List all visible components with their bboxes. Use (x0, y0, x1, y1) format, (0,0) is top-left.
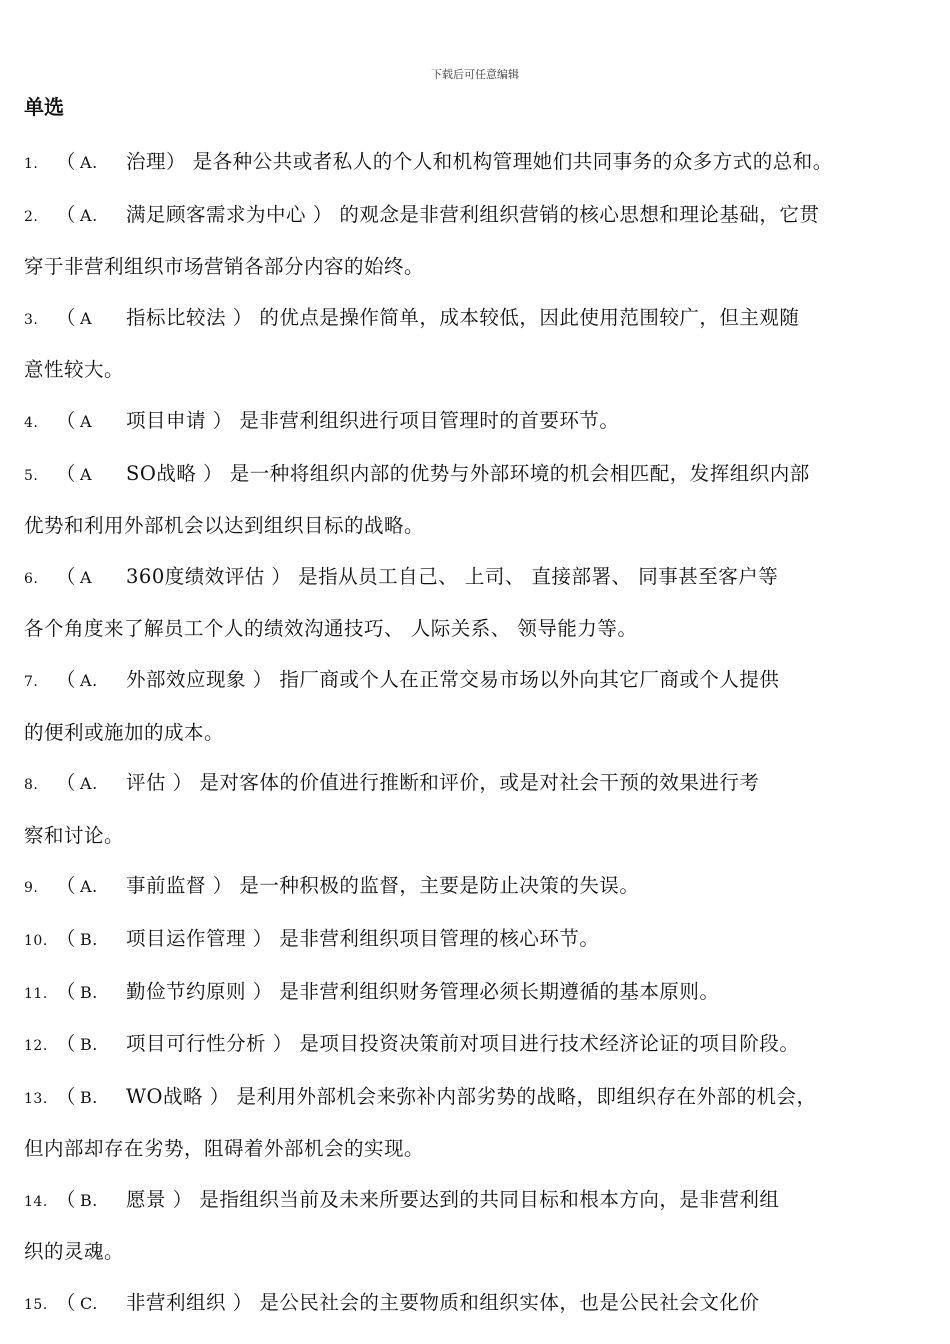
answer-text: 勤俭节约原则 ） (126, 979, 273, 1003)
question-line (24, 449, 936, 502)
question-item (24, 293, 936, 396)
question-number: 14. (24, 1193, 48, 1210)
question-continuation: 织的灵魂。 (24, 1240, 125, 1264)
question-item (24, 1175, 936, 1278)
question-item (24, 1019, 936, 1072)
answer-text: 项目申请 ） (126, 408, 233, 432)
question-continuation: 优势和利用外部机会以达到组织目标的战略。 (24, 514, 425, 538)
question-number: 3. (24, 311, 39, 328)
question-text: 指厂商或个人在正常交易市场以外向其它厂商或个人提供 (279, 667, 780, 691)
question-line (24, 137, 936, 190)
open-paren: （ (56, 150, 77, 173)
question-text: 是利用外部机会来弥补内部劣势的战略，即组织存在外部的机会， (236, 1084, 817, 1108)
answer-text: 愿景 ） (126, 1187, 193, 1211)
open-paren: （ (56, 1084, 77, 1108)
question-continuation: 的便利或施加的成本。 (24, 720, 225, 744)
question-number: 4. (24, 414, 39, 431)
question-line (24, 293, 936, 346)
option-letter: C. (80, 1294, 98, 1314)
option-letter: A (80, 308, 93, 328)
open-paren: （ (56, 667, 77, 691)
question-item (24, 967, 936, 1020)
answer-text: 满足顾客需求为中心 ） (126, 202, 333, 226)
question-number: 15. (24, 1297, 48, 1314)
option-letter: B. (80, 1035, 98, 1055)
question-item (24, 1072, 936, 1175)
question-item (24, 1278, 936, 1331)
question-item (24, 190, 936, 293)
question-line (24, 1278, 936, 1331)
question-line (24, 1175, 936, 1228)
question-text: 是项目投资决策前对项目进行技术经济论证的项目阶段。 (299, 1032, 800, 1056)
open-paren: （ (56, 202, 77, 226)
open-paren: （ (56, 771, 77, 795)
question-continuation: 但内部却存在劣势，阻碍着外部机会的实现。 (24, 1137, 425, 1161)
header-note: 下载后可任意编辑 (431, 68, 519, 81)
question-continuation: 各个角度来了解员工个人的绩效沟通技巧、 人际关系、 领导能力等。 (24, 617, 638, 641)
question-line (24, 758, 936, 811)
answer-text: 360度绩效评估 ） (126, 564, 292, 588)
open-paren: （ (56, 1187, 77, 1211)
question-continuation: 意性较大。 (24, 358, 125, 382)
question-line (24, 861, 936, 914)
question-item (24, 396, 936, 449)
open-paren: （ (56, 564, 77, 588)
option-letter: A (80, 567, 93, 587)
option-letter: B. (80, 982, 98, 1002)
question-text: 是一种积极的监督，主要是防止决策的失误。 (239, 874, 640, 898)
option-letter: B. (80, 929, 98, 949)
question-item (24, 552, 936, 655)
question-item (24, 861, 936, 914)
question-number: 13. (24, 1090, 48, 1107)
option-letter: B. (80, 1087, 98, 1107)
option-letter: A (80, 464, 93, 484)
answer-text: 项目可行性分析 ） (126, 1032, 293, 1056)
question-text: 是公民社会的主要物质和组织实体，也是公民社会文化价 (259, 1291, 760, 1315)
question-text: 是非营利组织财务管理必须长期遵循的基本原则。 (279, 979, 720, 1003)
question-continuation: 穿于非营利组织市场营销各部分内容的始终。 (24, 255, 425, 279)
open-paren: （ (56, 1032, 77, 1056)
option-letter: A (80, 411, 93, 431)
question-line (24, 914, 936, 967)
question-number: 7. (24, 673, 39, 690)
open-paren: （ (56, 926, 77, 950)
answer-text: 事前监督 ） (126, 874, 233, 898)
question-number: 1. (24, 156, 39, 172)
question-text: 是各种公共或者私人的个人和机构管理她们共同事务的众多方式的总和。 (192, 150, 833, 173)
question-number: 6. (24, 570, 39, 587)
question-number: 9. (24, 880, 39, 897)
question-text: 的观念是非营利组织营销的核心思想和理论基础，它贯 (339, 202, 820, 226)
question-item (24, 655, 936, 758)
open-paren: （ (56, 874, 77, 898)
question-item (24, 137, 936, 190)
question-line (24, 655, 936, 708)
question-line (24, 1019, 936, 1072)
question-number: 2. (24, 208, 39, 225)
question-item (24, 914, 936, 967)
question-line (24, 967, 936, 1020)
question-text: 是一种将组织内部的优势与外部环境的机会相匹配，发挥组织内部 (229, 461, 810, 485)
question-number: 8. (24, 777, 39, 794)
question-continuation: 察和讨论。 (24, 823, 125, 847)
option-letter: A. (80, 670, 98, 690)
question-number: 5. (24, 467, 39, 484)
question-text: 是非营利组织项目管理的核心环节。 (279, 926, 600, 950)
question-list (24, 137, 936, 1331)
question-text: 是指从员工自己、 上司、 直接部署、 同事甚至客户等 (298, 564, 779, 588)
question-text: 是对客体的价值进行推断和评价，或是对社会干预的效果进行考 (199, 771, 760, 795)
answer-text: 评估 ） (126, 771, 193, 795)
open-paren: （ (56, 979, 77, 1003)
option-letter: A. (80, 205, 98, 225)
answer-text: 外部效应现象 ） (126, 667, 273, 691)
answer-text: 治理） (126, 150, 187, 173)
option-letter: A. (80, 774, 98, 794)
answer-text: SO战略 ） (126, 461, 224, 485)
open-paren: （ (56, 408, 77, 432)
open-paren: （ (56, 1291, 77, 1315)
question-number: 11. (24, 985, 48, 1002)
question-text: 是指组织当前及未来所要达到的共同目标和根本方向，是非营利组 (199, 1187, 780, 1211)
question-line (24, 190, 936, 243)
question-item (24, 758, 936, 861)
answer-text: 项目运作管理 ） (126, 926, 273, 950)
question-number: 10. (24, 932, 48, 949)
open-paren: （ (56, 461, 77, 485)
question-text: 是非营利组织进行项目管理时的首要环节。 (239, 408, 620, 432)
question-number: 12. (24, 1038, 48, 1055)
question-line (24, 552, 936, 605)
answer-text: WO战略 ） (126, 1084, 230, 1108)
question-item (24, 449, 936, 552)
option-letter: A. (80, 153, 98, 172)
answer-text: 指标比较法 ） (126, 305, 253, 329)
question-text: 的优点是操作简单，成本较低，因此使用范围较广，但主观随 (259, 305, 800, 329)
option-letter: B. (80, 1190, 98, 1210)
option-letter: A. (80, 877, 98, 897)
answer-text: 非营利组织 ） (126, 1291, 253, 1315)
question-line (24, 1072, 936, 1125)
question-line (24, 396, 936, 449)
open-paren: （ (56, 305, 77, 329)
section-title: 单选 (24, 95, 64, 119)
